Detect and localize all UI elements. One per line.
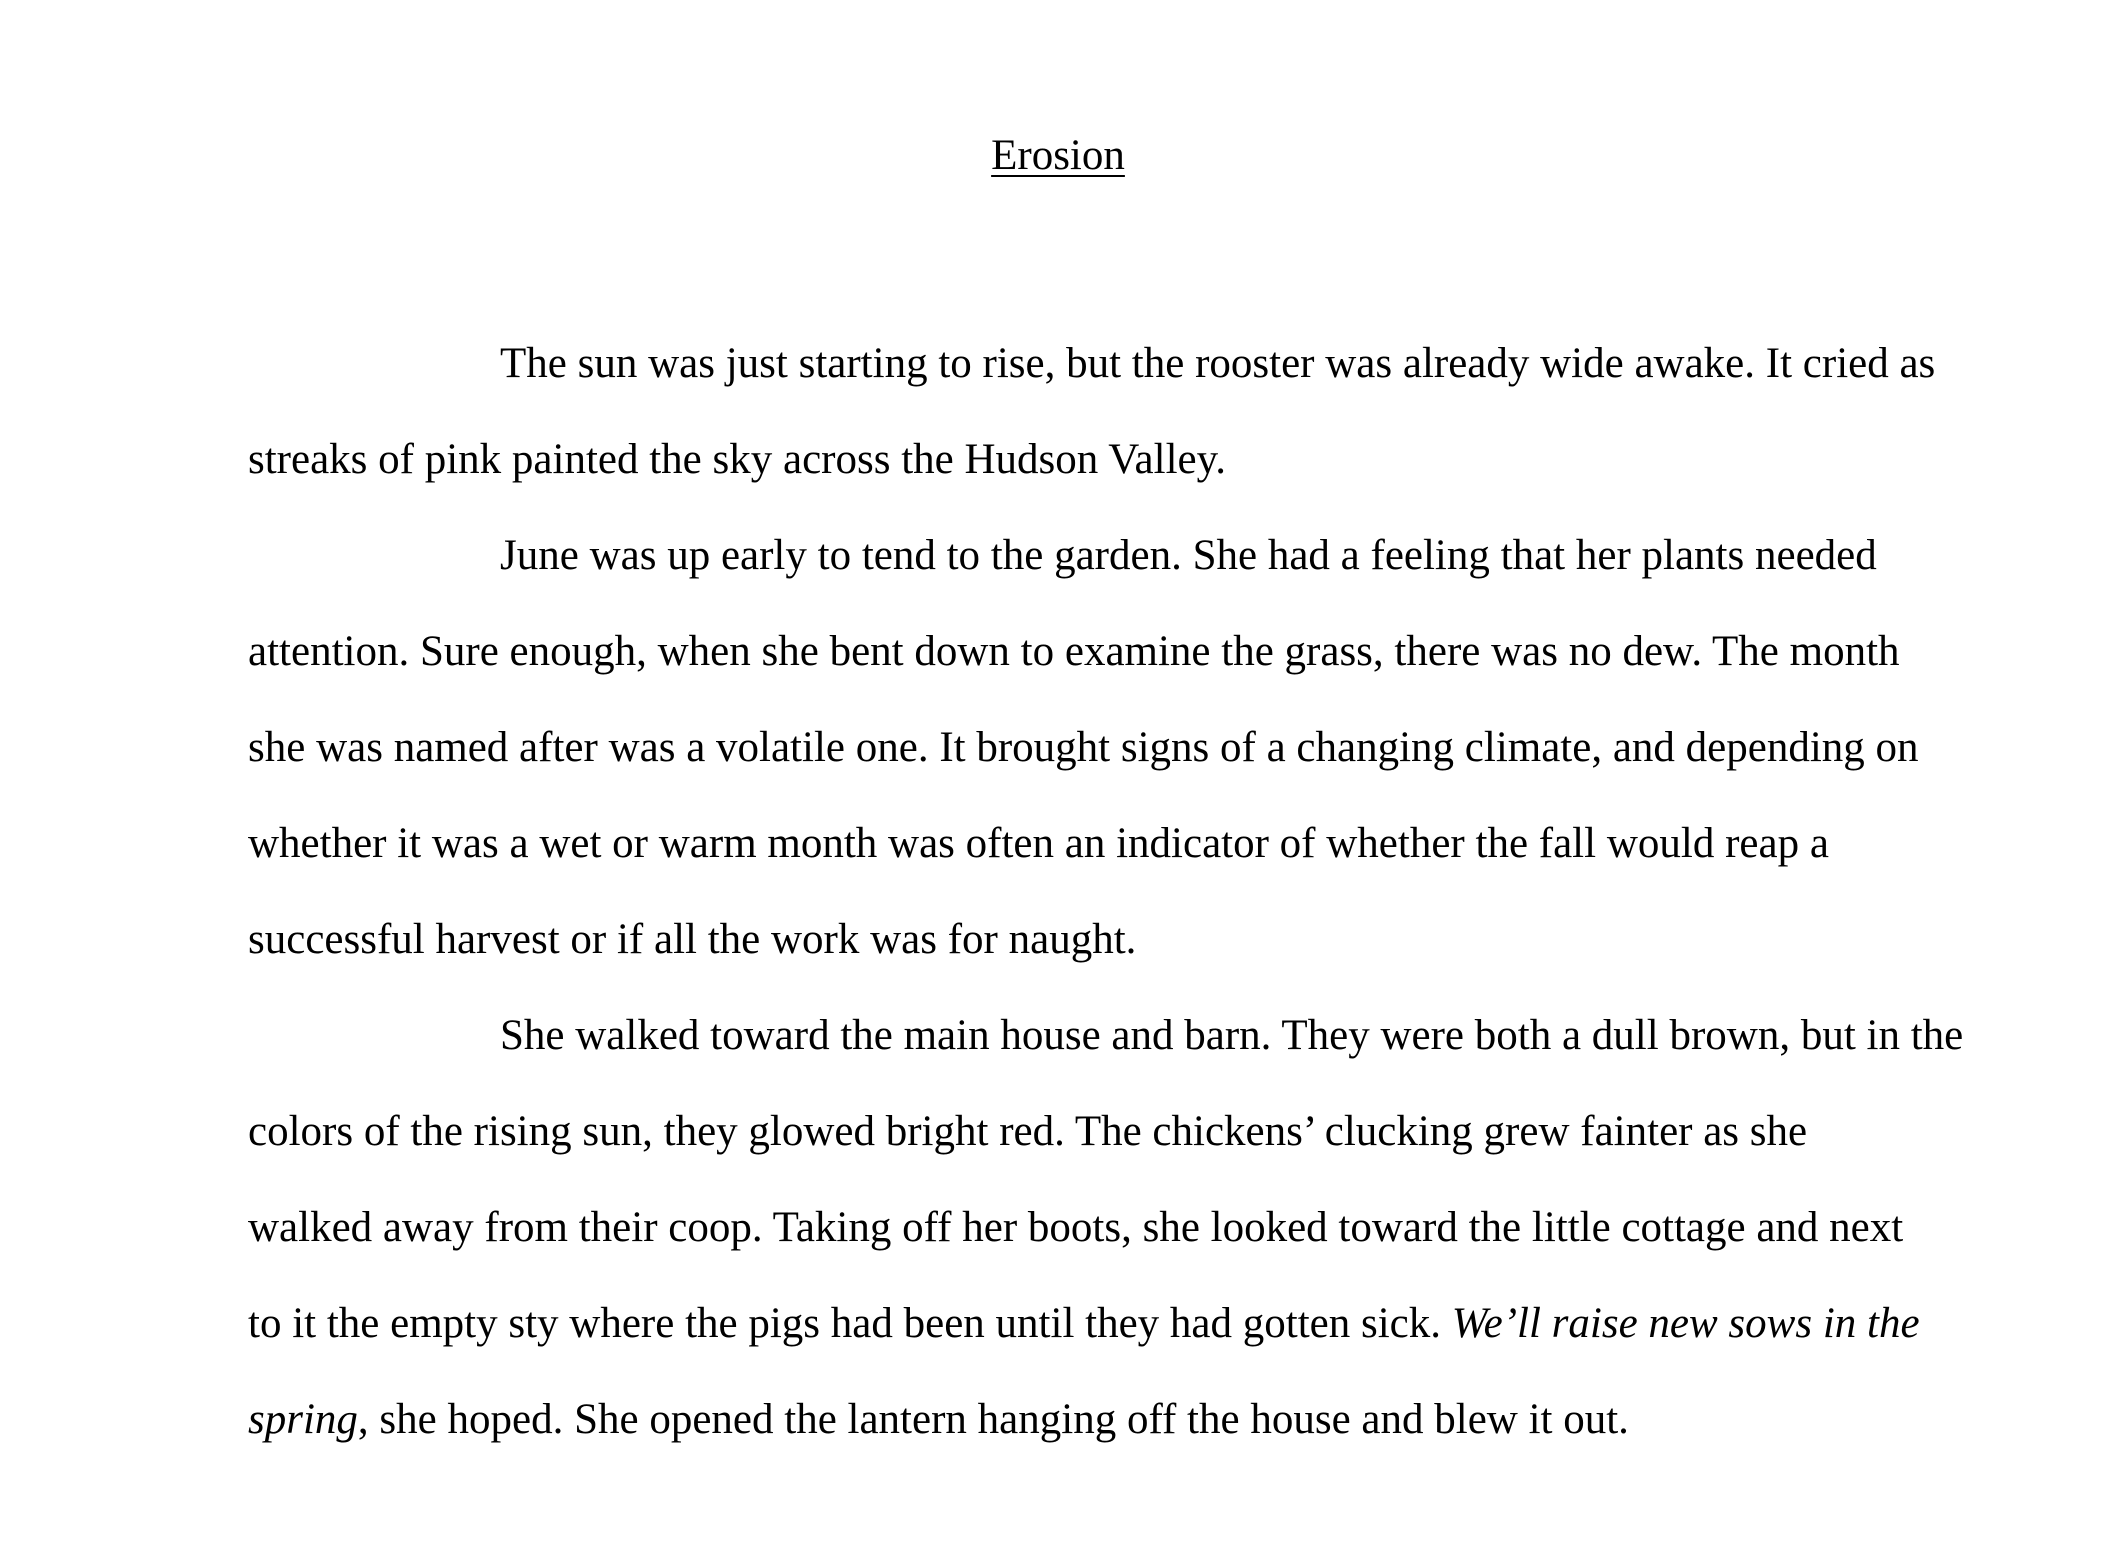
text-line: colors of the rising sun, they glowed bright red. The chickens’ clucking grew fainter as she	[248, 1108, 1808, 1155]
text-line: walked away from their coop. Taking off her boots, she looked toward the little cottage and next	[248, 1204, 1904, 1251]
plain-text: to it the empty sty where the pigs had been until they had gotten sick.	[248, 1300, 1452, 1347]
text-line: successful harvest or if all the work was for naught.	[248, 916, 1137, 963]
italic-thought-end: spring	[248, 1396, 358, 1443]
text-line: streaks of pink painted the sky across the Hudson Valley.	[248, 436, 1227, 483]
paragraph-1	[248, 316, 1936, 508]
text-line-with-italic	[248, 1276, 1920, 1372]
title-text: Erosion	[991, 132, 1125, 179]
document-body	[248, 316, 1964, 1468]
text-line: June was up early to tend to the garden. She had a feeling that her plants needed	[500, 532, 1877, 579]
text-line: attention. Sure enough, when she bent down to examine the grass, there was no dew. The month	[248, 628, 1900, 675]
paragraph-2	[248, 508, 1919, 988]
text-line: she was named after was a volatile one. It brought signs of a changing climate, and depending on	[248, 724, 1919, 771]
plain-text: , she hoped. She opened the lantern hanging off the house and blew it out.	[357, 1396, 1629, 1443]
text-line-last	[248, 1372, 1888, 1468]
text-line: The sun was just starting to rise, but the rooster was already wide awake. It cried as	[500, 340, 1936, 387]
document-title	[0, 126, 2116, 186]
italic-thought: We’ll raise new sows in the	[1451, 1300, 1920, 1347]
text-line: whether it was a wet or warm month was often an indicator of whether the fall would reap a	[248, 820, 1829, 867]
text-line: She walked toward the main house and barn. They were both a dull brown, but in the	[500, 1012, 1964, 1059]
paragraph-3	[248, 988, 1964, 1468]
